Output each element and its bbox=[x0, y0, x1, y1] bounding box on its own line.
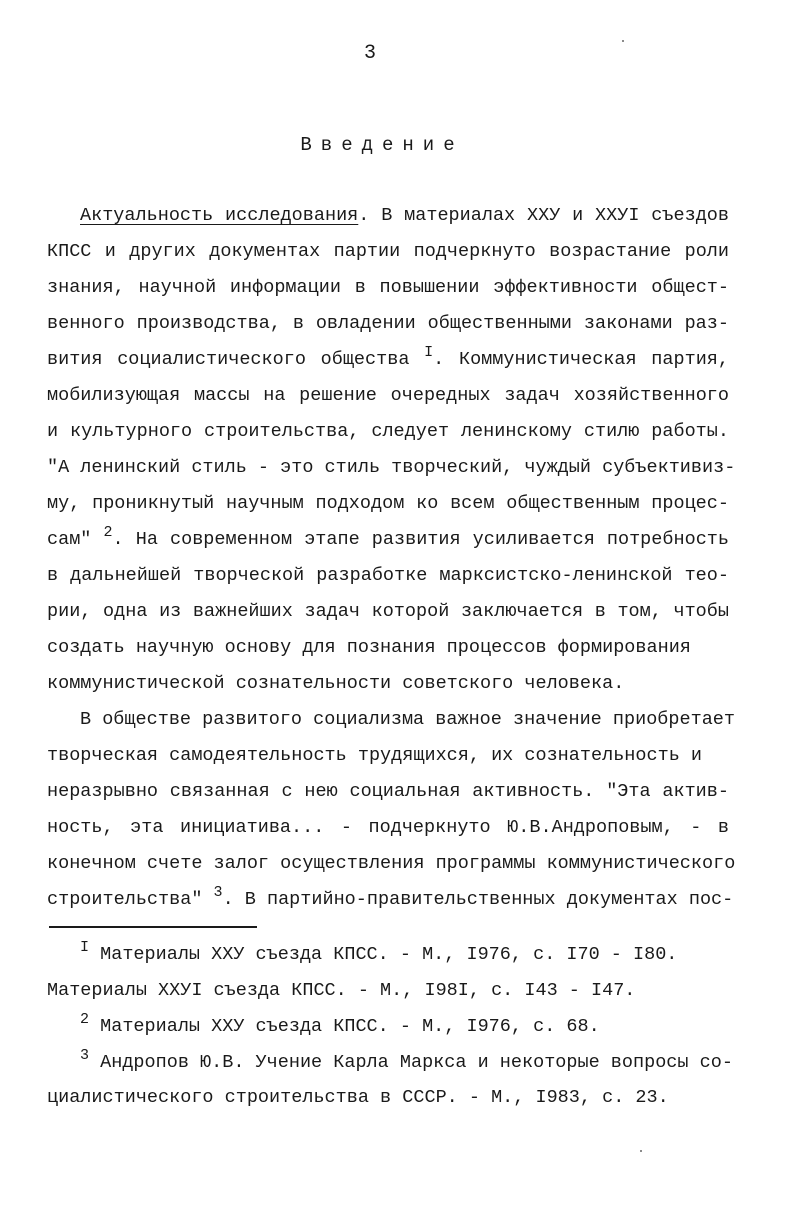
paragraph-1-line-6: мобилизующая массы на решение очередных задач хозяйственного bbox=[47, 385, 729, 406]
paragraph-1-line-14: коммунистической сознательности советского человека. bbox=[47, 673, 625, 694]
topic-relevance-lead: Актуальность исследования bbox=[80, 205, 359, 226]
paragraph-1-line-1 bbox=[80, 204, 729, 228]
footnote-3-line-2: циалистического строительства в СССР. - М., I983, с. 23. bbox=[47, 1087, 669, 1108]
paragraph-2-line-5: конечном счете залог осуществления программы коммунистического bbox=[47, 853, 736, 874]
footnote-3-line-1 bbox=[80, 1047, 733, 1075]
paragraph-1-line-10 bbox=[47, 524, 729, 552]
paragraph-2-line-6-a: строительства" bbox=[47, 889, 203, 910]
paragraph-1-line-8: "А ленинский стиль - это стиль творческий, чуждый субъективиз- bbox=[47, 457, 736, 478]
paragraph-1-line-5-b: . Коммунистическая партия, bbox=[433, 349, 730, 370]
paragraph-2-line-3: неразрывно связанная с нею социальная активность. "Эта актив- bbox=[47, 781, 729, 802]
paragraph-1-line-5 bbox=[47, 344, 730, 372]
paragraph-1-line-13: создать научную основу для познания процессов формирования bbox=[47, 637, 691, 658]
paragraph-1-line-9: му, проникнутый научным подходом ко всем общественным процес- bbox=[47, 493, 729, 514]
scan-speck bbox=[622, 40, 624, 42]
paragraph-2-line-4: ность, эта инициатива... - подчеркнуто Ю.В.Андроповым, - в bbox=[47, 817, 729, 838]
paragraph-2-line-1: В обществе развитого социализма важное значение приобретает bbox=[80, 709, 736, 730]
footnote-1-text: Материалы XXУ съезда КПСС. - М., I976, с. I70 - I80. bbox=[89, 944, 678, 965]
paragraph-1-line-12: рии, одна из важнейших задач которой заключается в том, чтобы bbox=[47, 601, 729, 622]
footnote-ref-2: 2 bbox=[103, 524, 113, 541]
paragraph-1-line-5-a: вития социалистического общества bbox=[47, 349, 410, 370]
footnote-ref-1: I bbox=[424, 344, 434, 361]
paragraph-1-line-4: венного производства, в овладении общественными законами раз- bbox=[47, 313, 729, 334]
footnote-separator bbox=[49, 926, 257, 928]
footnote-2-line-1 bbox=[80, 1011, 729, 1039]
footnote-3-text: Андропов Ю.В. Учение Карла Маркса и некоторые вопросы со- bbox=[89, 1052, 733, 1073]
footnote-1-line-2: Материалы XXУI съезда КПСС. - М., I98I, с. I43 - I47. bbox=[47, 980, 636, 1001]
paragraph-2-line-6 bbox=[47, 884, 734, 912]
section-heading: Введение bbox=[300, 134, 464, 156]
footnote-3-mark: 3 bbox=[80, 1047, 90, 1064]
paragraph-1-line-7: и культурного строительства, следует ленинскому стилю работы. bbox=[47, 421, 729, 442]
footnote-2-mark: 2 bbox=[80, 1011, 90, 1028]
paragraph-1-line-10-a: сам" bbox=[47, 529, 92, 550]
scan-speck bbox=[640, 1150, 642, 1152]
paragraph-2-line-2: творческая самодеятельность трудящихся, их сознательность и bbox=[47, 745, 703, 766]
paragraph-1-line-1-rest: . В материалах XXУ и XXУI съездов bbox=[358, 205, 729, 226]
paragraph-1-line-10-b: . На современном этапе развития усиливается потребность bbox=[112, 529, 729, 550]
footnote-1-mark: I bbox=[80, 939, 90, 956]
paragraph-2-line-6-b: . В партийно-правительственных документах пос- bbox=[222, 889, 734, 910]
page-number: 3 bbox=[363, 42, 376, 65]
paragraph-1-line-3: знания, научной информации в повышении эффективности общест- bbox=[47, 277, 729, 298]
footnote-1-line-1 bbox=[80, 939, 729, 967]
paragraph-1-line-2: КПСС и других документах партии подчеркнуто возрастание роли bbox=[47, 241, 729, 262]
footnote-2-text: Материалы XXУ съезда КПСС. - М., I976, с. 68. bbox=[89, 1016, 600, 1037]
footnote-ref-3: 3 bbox=[213, 884, 223, 901]
paragraph-1-line-11: в дальнейшей творческой разработке марксистско-ленинской тео- bbox=[47, 565, 729, 586]
